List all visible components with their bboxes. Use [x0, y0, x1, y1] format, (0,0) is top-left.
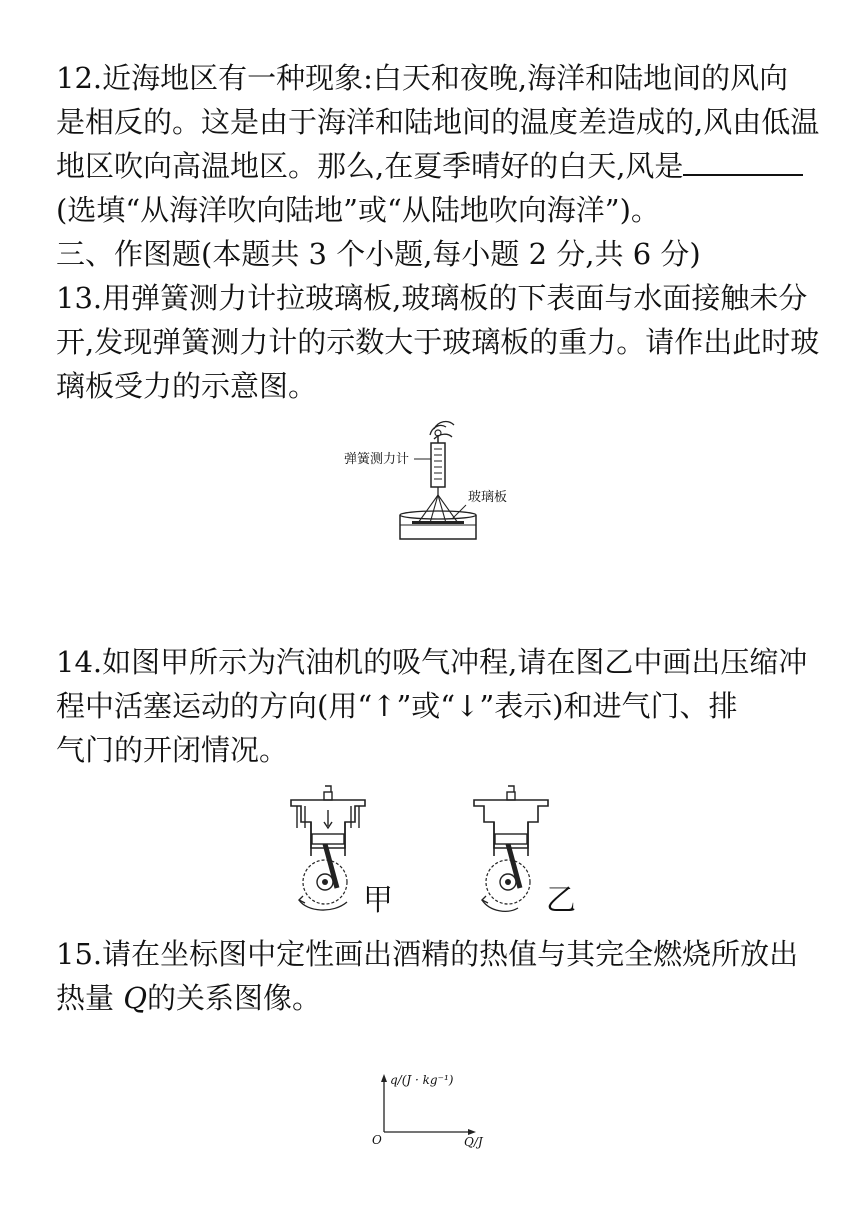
q15-line-1: 15.请在坐标图中定性画出酒精的热值与其完全燃烧所放出 — [56, 937, 799, 971]
q14-line-2: 程中活塞运动的方向(用“↑”或“↓”表示)和进气门、排 — [56, 689, 738, 723]
q12-line-3-text: 地区吹向高温地区。那么,在夏季晴好的白天,风是 — [56, 149, 684, 183]
coordinate-axes[interactable] — [360, 1066, 520, 1156]
label-jia: 甲 — [363, 883, 393, 918]
q13-line-2: 开,发现弹簧测力计的示数大于玻璃板的重力。请作出此时玻 — [56, 325, 820, 359]
q12-line-4: (选填“从海洋吹向陆地”或“从陆地吹向海洋”)。 — [56, 193, 660, 227]
label-yi: 乙 — [546, 883, 576, 918]
q14-line-1: 14.如图甲所示为汽油机的吸气冲程,请在图乙中画出压缩冲 — [56, 645, 808, 679]
q13-line-3: 璃板受力的示意图。 — [56, 369, 318, 403]
q15-line-2-post: 的关系图像。 — [147, 981, 322, 1015]
q12-line-3 — [56, 146, 803, 186]
engine-figure-a — [285, 782, 395, 917]
spring-scale-figure — [330, 415, 530, 545]
q13-line-1: 13.用弹簧测力计拉玻璃板,玻璃板的下表面与水面接触未分 — [56, 281, 808, 315]
section-heading: 三、作图题(本题共 3 个小题,每小题 2 分,共 6 分) — [56, 237, 701, 271]
q12-line-2: 是相反的。这是由于海洋和陆地间的温度差造成的,风由低温 — [56, 105, 820, 139]
x-axis-label: Q/J — [464, 1135, 483, 1149]
q12-line-1: 12.近海地区有一种现象:白天和夜晚,海洋和陆地间的风向 — [56, 61, 789, 95]
origin-label: O — [372, 1133, 382, 1147]
y-axis-label: q/(J · kg⁻¹) — [390, 1073, 454, 1087]
q15-line-2 — [56, 978, 321, 1018]
engine-figure-b — [468, 782, 578, 917]
q15-var-q: Q — [123, 981, 147, 1015]
label-spring-scale: 弹簧测力计 — [344, 452, 410, 467]
label-glass-plate: 玻璃板 — [468, 490, 508, 505]
q15-line-2-pre: 热量 — [56, 981, 124, 1015]
answer-blank[interactable] — [683, 146, 803, 176]
q14-line-3: 气门的开闭情况。 — [56, 733, 289, 767]
